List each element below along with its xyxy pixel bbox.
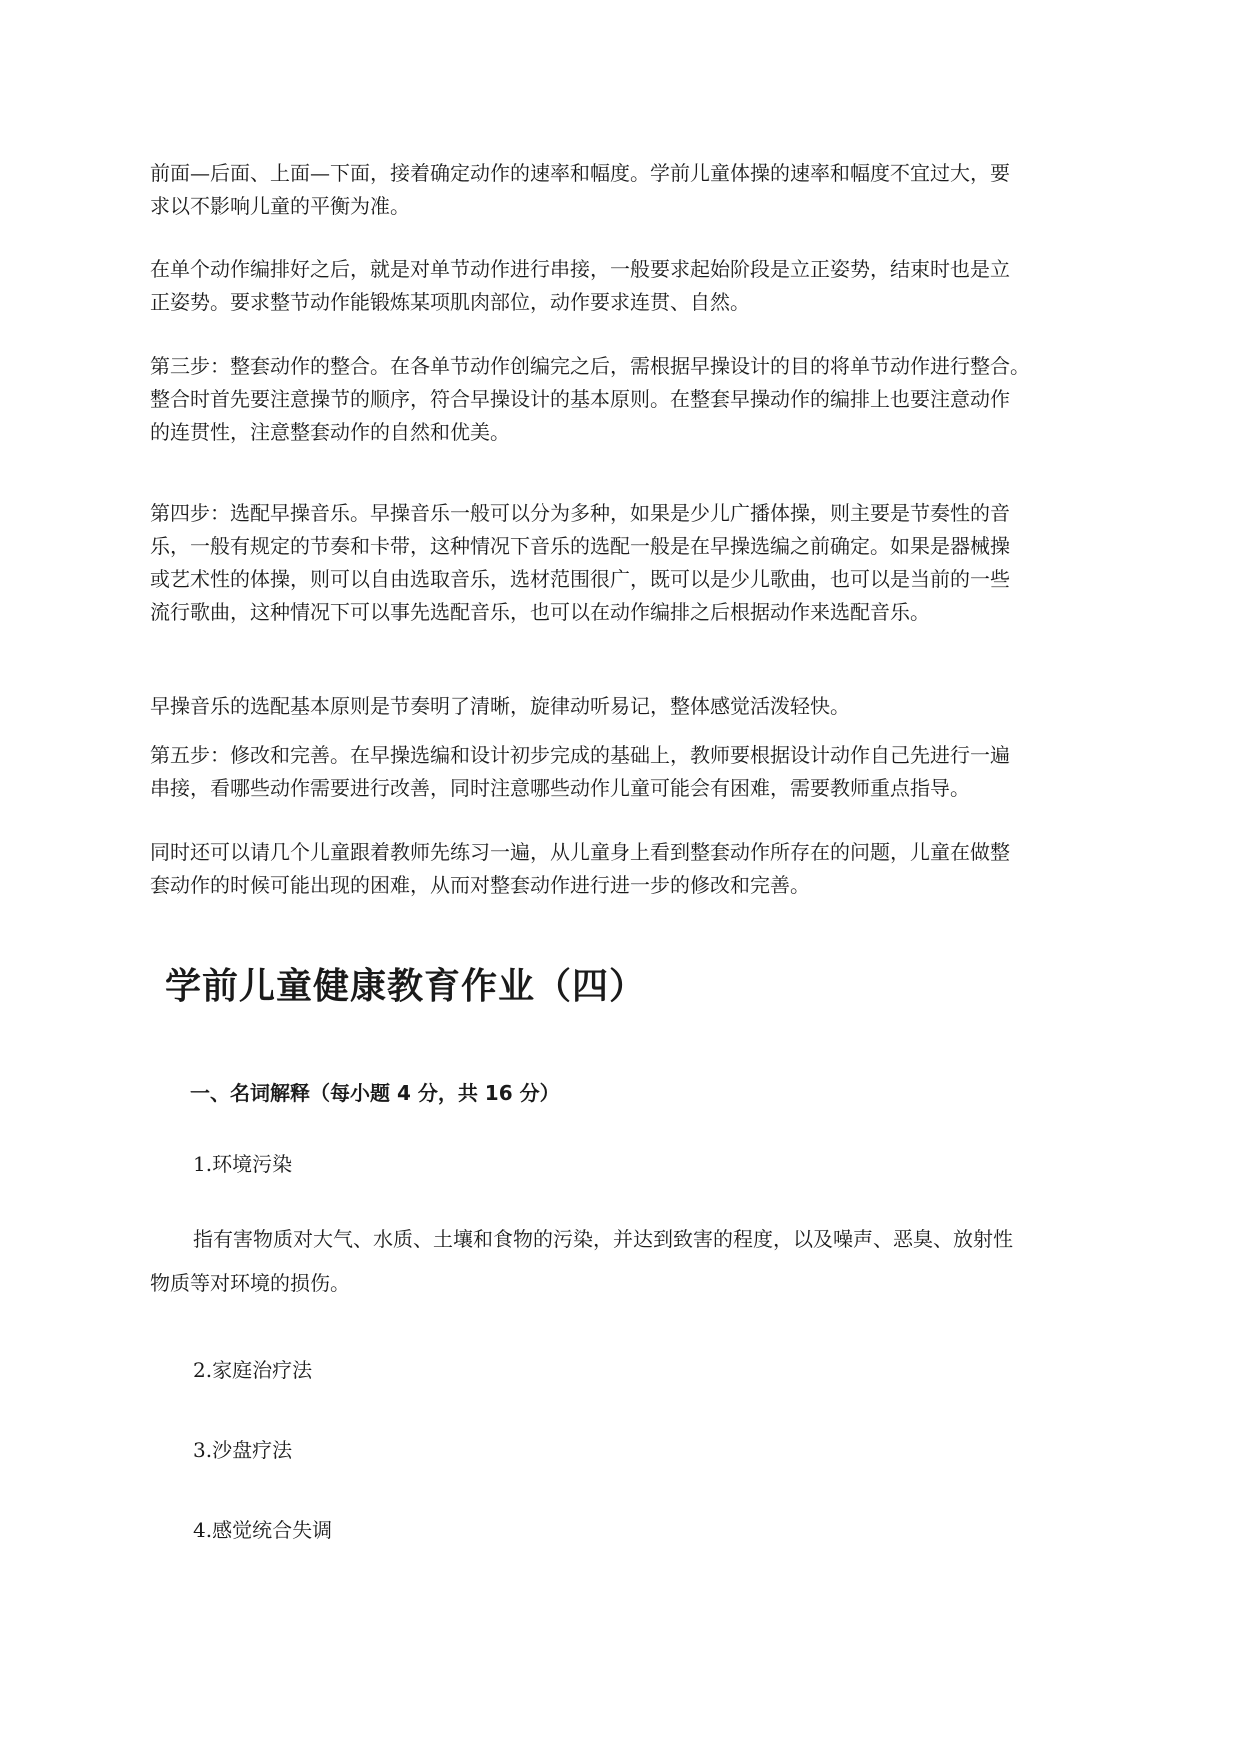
paragraph-4-line-2: 乐，一般有规定的节奏和卡带，这种情况下音乐的选配一般是在早操选编之前确定。如果是器械操	[150, 534, 1010, 558]
term-item-2: 2.家庭治疗法	[193, 1358, 313, 1382]
paragraph-7-line-2: 套动作的时候可能出现的困难，从而对整套动作进行进一步的修改和完善。	[150, 873, 810, 897]
definition-line-1: 指有害物质对大气、水质、土壤和食物的污染，并达到致害的程度，以及噪声、恶臭、放射性	[193, 1227, 1013, 1251]
section-title: 一、名词解释（每小题 4 分，共 16 分）	[190, 1081, 560, 1105]
assignment-heading: 学前儿童健康教育作业（四）	[165, 966, 647, 1007]
paragraph-7-line-1: 同时还可以请几个儿童跟着教师先练习一遍，从儿童身上看到整套动作所存在的问题，儿童在做整	[150, 840, 1010, 864]
paragraph-2-line-2: 正姿势。要求整节动作能锻炼某项肌肉部位，动作要求连贯、自然。	[150, 290, 750, 314]
paragraph-7	[150, 836, 1096, 902]
paragraph-4	[150, 497, 1096, 629]
paragraph-2	[150, 253, 1096, 319]
term-item-3: 3.沙盘疗法	[193, 1438, 293, 1462]
term-item-1: 1.环境污染	[193, 1152, 293, 1176]
paragraph-3-line-1: 第三步：整套动作的整合。在各单节动作创编完之后，需根据早操设计的目的将单节动作进行整合。	[150, 354, 1030, 378]
paragraph-5-line-1: 早操音乐的选配基本原则是节奏明了清晰，旋律动听易记，整体感觉活泼轻快。	[150, 694, 850, 718]
paragraph-1-line-1: 前面—后面、上面—下面，接着确定动作的速率和幅度。学前儿童体操的速率和幅度不宜过大，要	[150, 161, 1010, 185]
term-definition-1	[150, 1217, 1096, 1305]
paragraph-3-line-2: 整合时首先要注意操节的顺序，符合早操设计的基本原则。在整套早操动作的编排上也要注意动作	[150, 387, 1010, 411]
paragraph-1	[150, 157, 1096, 223]
paragraph-6-line-2: 串接，看哪些动作需要进行改善，同时注意哪些动作儿童可能会有困难，需要教师重点指导。	[150, 776, 970, 800]
definition-line-2: 物质等对环境的损伤。	[150, 1271, 350, 1295]
paragraph-3-line-3: 的连贯性，注意整套动作的自然和优美。	[150, 420, 510, 444]
paragraph-5	[150, 690, 1096, 723]
paragraph-3	[150, 350, 1096, 449]
paragraph-6-line-1: 第五步：修改和完善。在早操选编和设计初步完成的基础上，教师要根据设计动作自己先进行一遍	[150, 743, 1010, 767]
paragraph-4-line-4: 流行歌曲，这种情况下可以事先选配音乐，也可以在动作编排之后根据动作来选配音乐。	[150, 600, 930, 624]
term-item-4: 4.感觉统合失调	[193, 1518, 333, 1542]
paragraph-4-line-3: 或艺术性的体操，则可以自由选取音乐，选材范围很广，既可以是少儿歌曲，也可以是当前的一些	[150, 567, 1010, 591]
paragraph-1-line-2: 求以不影响儿童的平衡为准。	[150, 194, 410, 218]
paragraph-2-line-1: 在单个动作编排好之后，就是对单节动作进行串接，一般要求起始阶段是立正姿势，结束时也是立	[150, 257, 1010, 281]
paragraph-4-line-1: 第四步：选配早操音乐。早操音乐一般可以分为多种，如果是少儿广播体操，则主要是节奏性的音	[150, 501, 1010, 525]
paragraph-6	[150, 739, 1096, 805]
